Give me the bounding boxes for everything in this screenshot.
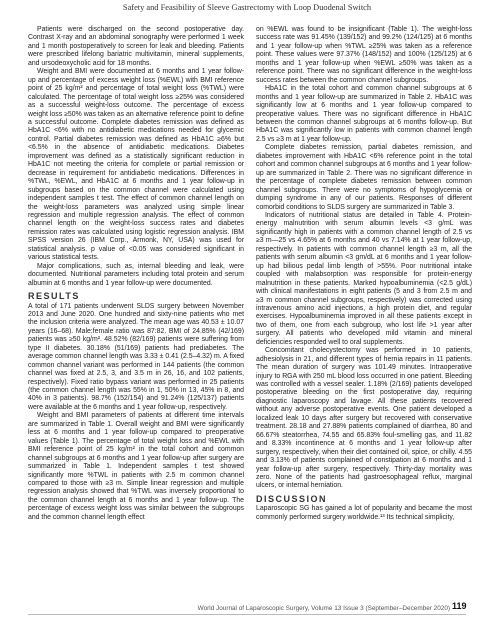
body-paragraph: HbA1C in the total cohort and common channel subgroups at 6 months and 1 year follow-up are summarized in Table 2. HbA1C was significantly low at 6 months and 1 year follow-up compared to preoperative values. There was no significant difference in HbA1C between the common channel subgroups at 6 months follow-up. But HbA1C was significantly low in patients with common channel length 2.5 vs ≥3 m at 1 year follow-up. <box>256 85 472 143</box>
running-head: Safety and Feasibility of Sleeve Gastrectomy with Loop Duodenal Switch <box>122 3 372 12</box>
body-paragraph: Major complications, such as, internal bleeding and leak, were documented. Nutritional parameters including total protein and serum albumin at 6 months and 1 year follow-up were documented. <box>28 262 244 287</box>
body-paragraph: Complete diabetes remission, partial diabetes remission, and diabetes improvement with HbA1C <6% reference point in the total cohort and common channel subgroups at 6 months and 1 year follow-up are summarized in Table 2. There was no significant difference in the percentage of complete diabetes remission between common channel subgroups. There were no symptoms of hypoglycemia or dumping syndrome in any of our patients. Responses of different comorbid conditions to SLDS surgery are summarized in Table 3. <box>256 144 472 211</box>
left-column <box>28 26 244 522</box>
body-paragraph: Weight and BMI were documented at 6 months and 1 year follow-up and percentage of excess weight loss (%EWL) with BMI reference point of 25 kg/m² and percentage of total weight loss (%TWL) were calculated. The percentage of total weight loss ≥25% was considered as a successful weight-loss outcome. The percentage of excess weight loss ≥50% was taken as an alternative reference point to define a successful outcome. Complete diabetes remission was defined as HbA1C <6% with no antidiabetic medications needed for glycemic control. Partial diabetes remission was defined as HbA1C ≥6% but <6.5% in the absence of antidiabetic medications. Diabetes improvement was defined as a statistically significant reduction in HbA1C not meeting the criteria for complete or partial remission or decrease in requirement for antidiabetic medications. Differences in %TWL, %EWL, and HbA1C at 6 months and 1 year follow-up in subgroups based on the common channel were calculated using independent samples t test. The effect of common channel length on the weight-loss parameters was analyzed using simple linear regression and multiple regression analysis. The effect of common channel length on the weight-loss success rates and diabetes remission rates was calculated using logistic regression analysis. IBM SPSS version 26 (IBM Corp., Armonk, NY, USA) was used for statistical analysis. p value of <0.05 was considered significant in various statistical tests. <box>28 68 244 262</box>
footer-rule <box>28 614 466 615</box>
body-paragraph: Indicators of nutritional status are detailed in Table 4. Protein-energy malnutrition with serum albumin levels <3 g/mL was significantly high in patients with a common channel length of 2.5 vs ≥3 m—25 vs 4.65% at 6 months and 40 vs 7.14% at 1 year follow-up, respectively. In patients with common channel length ≥3 m, all the patients with serum albumin <3 gm/dL at 6 months and 1 year follow-up had bilious pedal limb length of >55%. Poor nutritional intake coupled with malabsorption was responsible for protein-energy malnutrition in these patients. Marked hypoalbuminemia (<2.5 g/dL) with clinical manifestations in eight patients (5 and 3 from 2.5 m and ≥3 m common channel subgroups, respectively) was corrected using intravenous amino acid injections, a high protein diet, and regular exercises. Hypoalbuminemia improved in all these patients except in two of them, one from each subgroup, who lost life >1 year after surgery. All patients who developed mild vitamin and mineral deficiencies responded well to oral supplements. <box>256 211 472 346</box>
body-paragraph: Concomitant cholecystectomy was performed in 10 patients, adhesiolysis in 21, and different types of hernia repairs in 11 patients. The mean duration of surgery was 101.49 minutes. Intraoperative injury to RGA with 250 mL blood loss occurred in one patient. Bleeding was controlled with a vessel sealer. 1.18% (2/169) patients developed postoperative bleeding on the first postoperative day, requiring diagnostic laparoscopy and lavage. All these patients recovered without any adverse postoperative events. One patient developed a localized leak 10 days after surgery but recovered with conservative treatment. 28.18 and 27.88% patients complained of diarrhea, 80 and 66.67% steatorrhea, 74.55 and 65.83% foul-smelling gas, and 11.82 and 8.33% incontinence at 6 months and 1 year follow-up after surgery, respectively, when their diet contained oil, spice, or chilly. 4.55 and 3.13% of patients complained of constipation at 6 months and 1 year follow-up after surgery, respectively. Thirty-day mortality was zero. None of the patients had gastroesophageal reflux, marginal ulcers, or internal herniation. <box>256 347 472 490</box>
body-paragraph: Weight and BMI parameters of patients at different time intervals are summarized in Table 1. Overall weight and BMI were significantly less at 6 months and 1 year follow-up compared to preoperative values (Table 1). The percentage of total weight loss and %EWL with BMI reference point of 25 kg/m² in the total cohort and common channel subgroups at 6 months and 1 year follow-up after surgery are summarized in Table 1. Independent samples t test showed significantly more %TWL in patients with 2.5 m common channel compared to those with ≥3 m. Simple linear regression and multiple regression analysis showed that %TWL was inversely proportional to the common channel length at 6 months and 1 year follow-up. The percentage of excess weight loss was similar between the subgroups and the common channel length effect <box>28 412 244 521</box>
right-column <box>256 26 472 522</box>
journal-footer: World Journal of Laparoscopic Surgery, Volume 13 Issue 3 (September–December 2020) <box>197 605 450 612</box>
body-paragraph: A total of 171 patients underwent SLDS surgery between November 2013 and June 2020. One hundred and sixty-nine patients who met the inclusion criteria were analyzed. The mean age was 40.53 ± 10.07 years (16–68). Male:female ratio was 87:82. BMI of 24.85% (42/169) patients was ≥50 kg/m². 48.52% (82/169) patients were suffering from type II diabetes. 30.18% (51/169) patients had prediabetes. The average common channel length was 3.33 ± 0.41 (2.5–4.32) m. A fixed common channel variant was performed in 144 patients (the common channel was fixed at 2.5, 3, and 3.5 m in 26, 16, and 102 patients, respectively). Fixed ratio bypass variant was performed in 25 patients (the common channel length was 55% in 1, 50% in 13, 45% in 8, and 40% in 3 patients). 98.7% (152/154) and 91.24% (125/137) patients were available at the 6 months and 1 year follow-up, respectively. <box>28 302 244 411</box>
section-heading: RESULTS <box>28 291 80 302</box>
section-heading: DISCUSSION <box>256 493 328 504</box>
body-paragraph: Laparoscopic SG has gained a lot of popularity and became the most commonly performed surgery worldwide.¹³ Its technical simplicity, <box>256 505 472 521</box>
page-number: 119 <box>452 601 467 611</box>
body-paragraph: Patients were discharged on the second postoperative day. Contrast X-ray and an abdominal sonography were performed 1 week and 1 month postoperatively to screen for leak and bleeding. Patients were prescribed lifelong bariatric multivitamin, mineral supplements, and ursodeoxycholic acid for 18 months. <box>28 26 244 67</box>
body-paragraph: on %EWL was found to be insignificant (Table 1). The weight-loss success rate was 91.45% (139/152) and 99.2% (124/125) at 6 months and 1 year follow-up when %TWL ≥25% was taken as a reference point. These values were 97.37% (148/152) and 100% (125/125) at 6 months and 1 year follow-up when %EWL ≥50% was taken as a reference point. There was no significant difference in the weight-loss success rates between the common channel subgroups. <box>256 26 472 84</box>
